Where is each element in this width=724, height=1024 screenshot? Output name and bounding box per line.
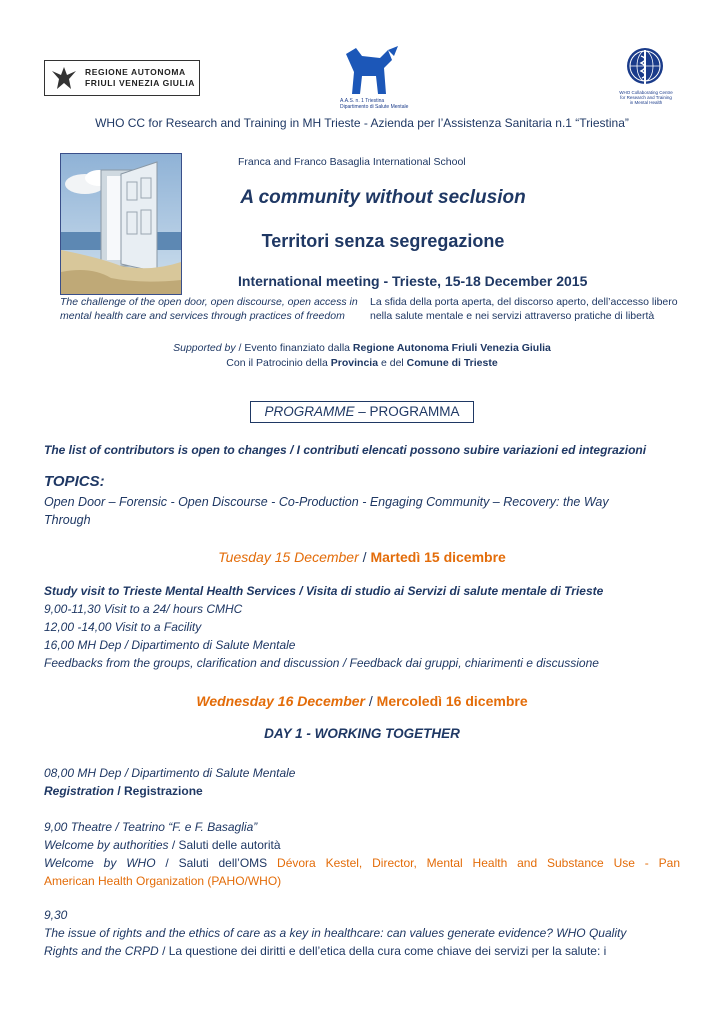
registration-en: Registration [44,784,115,798]
wednesday-heading [0,693,724,709]
session-time: 9,30 [44,908,68,922]
painting-illustration [61,154,181,294]
challenge-it: La sfida della porta aperta, del discorso aperto, dell’accesso libero nella salute mentale e nei servizi attraverso pratiche di libertà [370,296,678,322]
contributors-note: The list of contributors is open to changes / I contributi elencati possono subire variazioni ed integrazioni [44,443,647,457]
speaker-affiliation: American Health Organization (PAHO/WHO) [44,874,282,888]
session-topic: The issue of rights and the ethics of care as a key in healthcare: can values generate evidence? WHO Quality [44,926,627,940]
support-credits [0,341,724,371]
welcome-authorities-it: / Saluti delle autorità [168,838,281,852]
session-0900 [44,818,680,890]
who-logo [619,46,673,114]
challenge-en: The challenge of the open door, open discourse, open access in mental health care and services through practices of freedom [60,296,358,322]
programme-heading [250,401,474,423]
tuesday-heading-en: Tuesday 15 December [218,549,359,565]
session-topic-it: / La questione dei diritti e dell’etica della cura come chiave dei servizi per la salute: i [158,944,607,958]
school-name: Franca and Franco Basaglia International School [238,156,466,168]
topics-line: Through [44,513,91,527]
day-title: DAY 1 - WORKING TOGETHER [264,726,460,741]
welcome-who-it: / Saluti dell’OMS [155,856,278,870]
regione-logo-text: REGIONE AUTONOMA FRIULI VENEZIA GIULIA [85,67,196,88]
schedule-item: Feedbacks from the groups, clarification and discussion / Feedback dai gruppi, chiarimenti e discussione [44,656,599,670]
patronage-comune: Comune di Trieste [406,357,498,369]
wednesday-heading-it: Mercoledì 16 dicembre [376,693,528,709]
supported-by-label: Supported by [173,342,236,354]
supported-region: Regione Autonoma Friuli Venezia Giulia [352,342,551,354]
aas-logo [332,46,409,110]
session-0800 [44,764,694,800]
supported-rest: / Evento finanziato dalla [235,342,353,354]
session-0930 [44,906,680,960]
schedule-item: 9,00-11,30 Visit to a 24/ hours CMHC [44,602,243,616]
event-title-en: A community without seclusion [240,187,526,208]
wednesday-heading-en: Wednesday 16 December [196,693,365,709]
schedule-item: 16,00 MH Dep / Dipartimento di Salute Mentale [44,638,296,652]
registration-it: / Registrazione [114,784,203,798]
session-time-location: 08,00 MH Dep / Dipartimento di Salute Mentale [44,766,296,780]
welcome-authorities-en: Welcome by authorities [44,838,169,852]
patronage-pre: Con il Patrocinio della [226,357,331,369]
topics-heading: TOPICS: [44,473,105,490]
heading-separator: / [364,693,377,709]
topics-line: Open Door – Forensic - Open Discourse - Co-Production - Engaging Community – Recovery: the Way [44,495,609,509]
study-visit-title: Study visit to Trieste Mental Health Services / Visita di studio ai Servizi di salute mentale di Trieste [44,584,604,598]
schedule-item: 12,00 -14,00 Visit to a Facility [44,620,202,634]
programme-label-it: – PROGRAMMA [354,404,460,419]
who-emblem-icon [620,46,670,90]
regione-logo [44,60,200,96]
tuesday-schedule [44,582,694,672]
programme-label-en: PROGRAMME [264,404,355,419]
welcome-who-en: Welcome by WHO [44,856,156,870]
organization-line: WHO CC for Research and Training in MH Trieste - Azienda per l’Assistenza Sanitaria n.1 “Triestina” [95,116,629,130]
aas-logo-caption: A.A.S. n. 1 Triestina Dipartimento di Salute Mentale [340,98,409,110]
eagle-icon [49,63,79,93]
session-topic-en: Rights and the CRPD [44,944,159,958]
session-time-location: 9,00 Theatre / Teatrino “F. e F. Basaglia” [44,820,258,834]
tuesday-heading [0,549,724,565]
topics-list [44,493,684,529]
meeting-info: International meeting - Trieste, 15-18 December 2015 [238,273,588,289]
patronage-mid: e del [378,357,407,369]
who-logo-caption: WHO Collaborating Centre for Research and Training in Mental Health [619,90,673,105]
open-door-painting [60,153,182,295]
tuesday-heading-it: Martedì 15 dicembre [370,549,506,565]
heading-separator: / [358,549,371,565]
horse-icon [332,46,406,98]
event-title-it: Territori senza segregazione [261,231,505,251]
patronage-provincia: Provincia [330,357,379,369]
speaker-name: Dévora Kestel, Director, Mental Health and Substance Use - Pan [277,856,680,870]
